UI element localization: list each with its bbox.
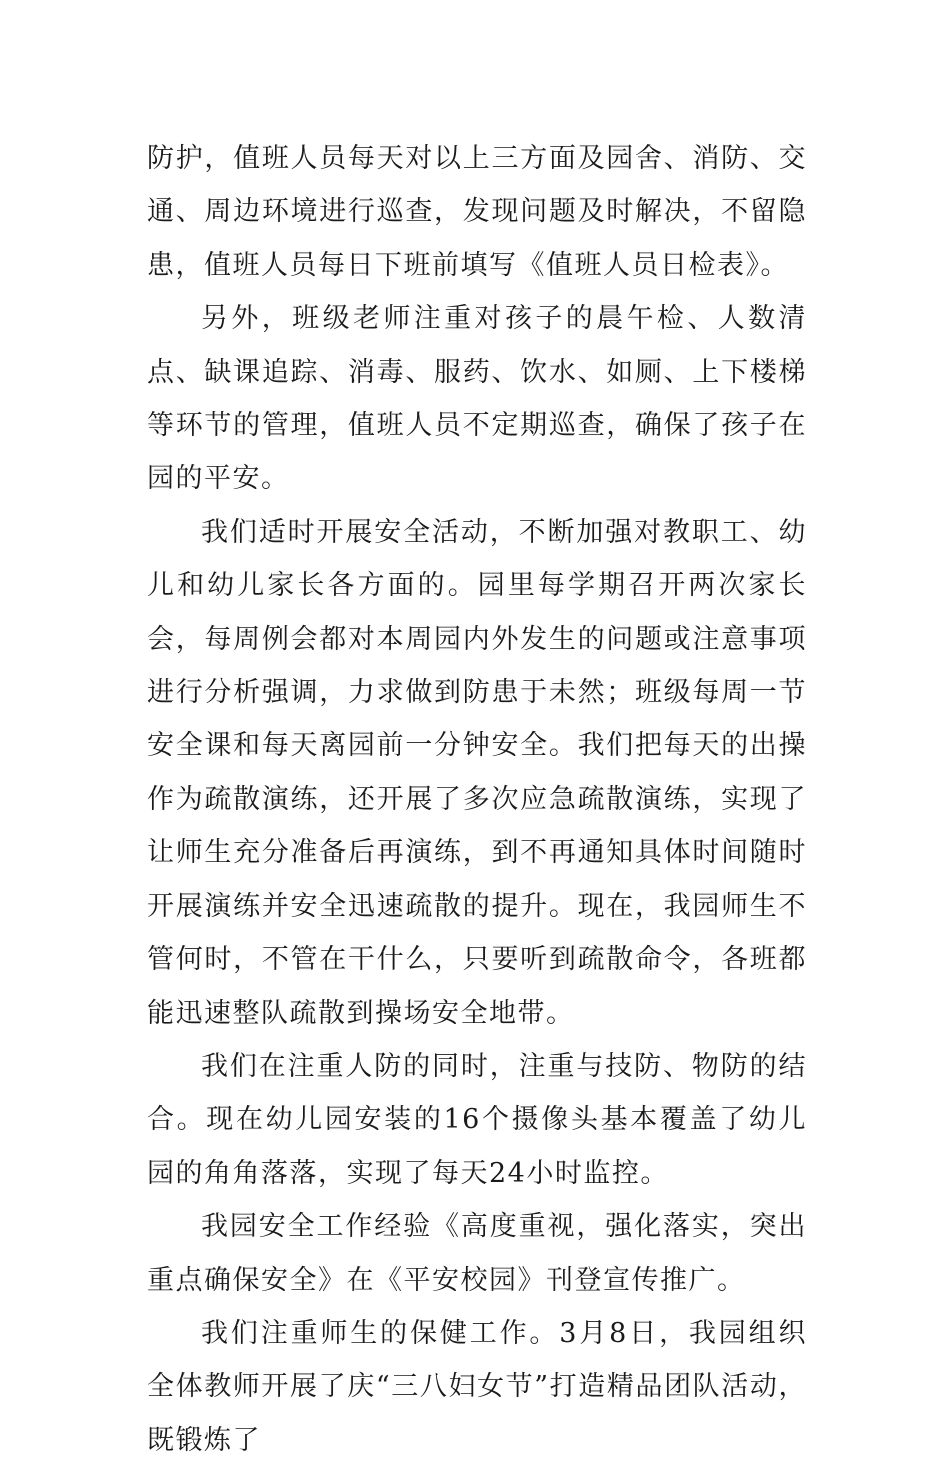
paragraph-3: 我们适时开展安全活动，不断加强对教职工、幼儿和幼儿家长各方面的。园里每学期召开两次家长会，每周例会都对本周园内外发生的问题或注意事项进行分析强调，力求做到防患于未然；班级每周一节安全课和每天离园前一分钟安全。我们把每天的出操作为疏散演练，还开展了多次应急疏散演练，实现了让师生充分准备后再演练，到不再通知具体时间随时开展演练并安全迅速疏散的提升。现在，我园师生不管何时，不管在干什么，只要听到疏散命令，各班都能迅速整队疏散到操场安全地带。 xyxy=(147,516,807,1029)
paragraph-1: 防护，值班人员每天对以上三方面及园舍、消防、交通、周边环境进行巡查，发现问题及时解决，不留隐患，值班人员每日下班前填写《值班人员日检表》。 xyxy=(147,143,807,281)
paragraph-4: 我们在注重人防的同时，注重与技防、物防的结合。现在幼儿园安装的16个摄像头基本覆盖了幼儿园的角角落落，实现了每天24小时监控。 xyxy=(147,1050,807,1189)
paragraph-6: 我们注重师生的保健工作。3月8日，我园组织全体教师开展了庆“三八妇女节”打造精品团队活动，既锻炼了 xyxy=(147,1317,807,1456)
document-body xyxy=(147,132,807,1467)
paragraph-5: 我园安全工作经验《高度重视，强化落实，突出重点确保安全》在《平安校园》刊登宣传推广。 xyxy=(147,1211,807,1296)
paragraph-2: 另外，班级老师注重对孩子的晨午检、人数清点、缺课追踪、消毒、服药、饮水、如厕、上下楼梯等环节的管理，值班人员不定期巡查，确保了孩子在园的平安。 xyxy=(147,303,807,495)
